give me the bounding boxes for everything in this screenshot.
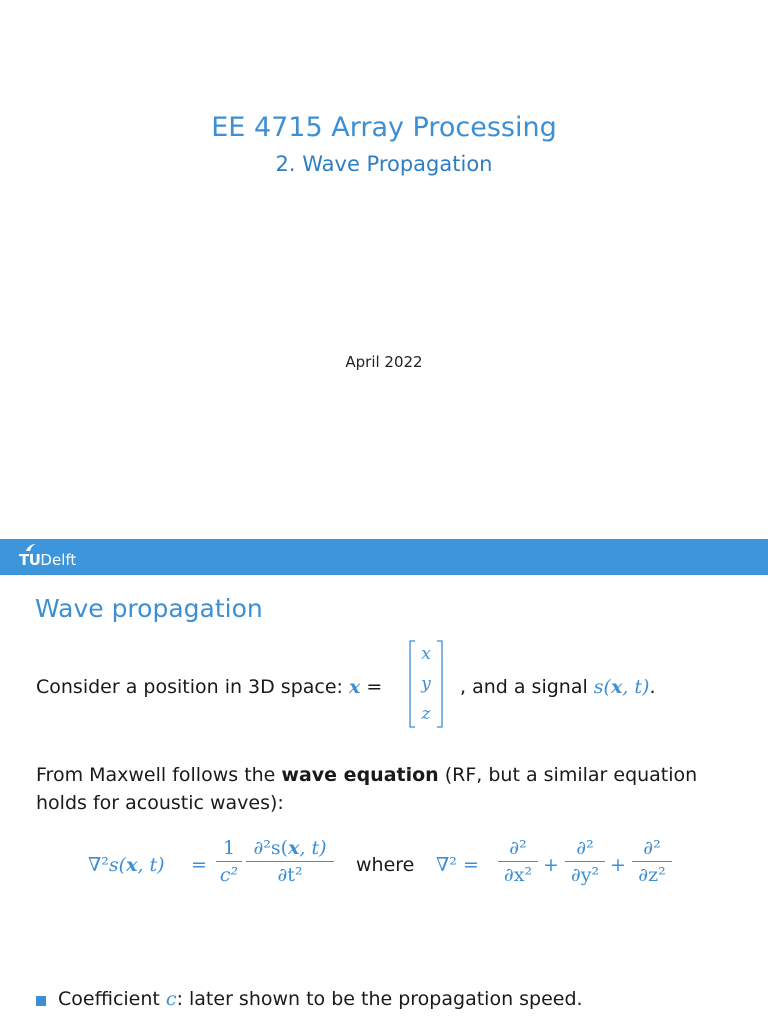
signal-text: [460, 676, 655, 698]
dz2-num: ∂²: [643, 837, 661, 859]
vector-x: x: [421, 644, 431, 664]
vector-y: y: [421, 674, 431, 694]
plus-1: +: [543, 854, 559, 876]
dx2-num: ∂²: [509, 837, 527, 859]
lhs-t: , t): [137, 854, 165, 876]
position-line: [36, 640, 736, 736]
para2-after: (RF, but a similar equation holds for acoustic waves):: [36, 764, 698, 814]
position-symbol: x: [349, 676, 361, 698]
frac2-den: ∂t²: [277, 864, 303, 886]
signal-expr: [594, 676, 650, 698]
content-slide: [0, 539, 768, 1024]
bullet-text: [58, 988, 583, 1010]
signal-x: x: [610, 676, 623, 698]
equals-sign: =: [366, 676, 383, 698]
dx2-den: ∂x²: [503, 864, 533, 886]
course-title: EE 4715 Array Processing: [211, 112, 557, 143]
dy2-den: ∂y²: [570, 864, 600, 886]
frac1-rule: [216, 861, 242, 862]
signal-s: s(: [593, 676, 611, 698]
frac2-num-x: x: [288, 837, 300, 859]
wave-equation-paragraph: [36, 761, 736, 817]
position-vector: [409, 640, 443, 728]
bullet-symbol: c: [165, 988, 177, 1010]
frac2-num-pre: ∂²s(: [253, 837, 289, 859]
para2-before: From Maxwell follows the: [36, 764, 282, 786]
logo-delft: Delft: [40, 551, 77, 569]
frac2-rule: [246, 861, 334, 862]
lhs-x: x: [126, 854, 138, 876]
vector-z: z: [421, 704, 431, 724]
dz2-den: ∂z²: [638, 864, 666, 886]
wave-equation: [88, 834, 688, 904]
bullet-prefix: Coefficient: [58, 988, 166, 1010]
lecture-title: 2. Wave Propagation: [275, 152, 493, 176]
lhs: [88, 854, 165, 876]
lhs-equals: =: [191, 854, 207, 876]
dz2-rule: [632, 861, 672, 862]
where-label: where: [356, 854, 415, 876]
lhs-nabla: ∇²: [88, 854, 109, 876]
frac-dx2: [498, 837, 538, 886]
dy2-rule: [565, 861, 605, 862]
wave-equation-term: wave equation: [281, 764, 439, 786]
frac-dz2: [632, 837, 672, 886]
lhs-s: s(: [108, 854, 127, 876]
signal-t: , t): [622, 676, 650, 698]
logo-tu: TU: [19, 551, 41, 569]
position-intro: [36, 676, 382, 698]
intro-text: Consider a position in 3D space:: [36, 676, 343, 698]
rhs-nabla: ∇²: [436, 854, 457, 876]
dx2-rule: [498, 861, 538, 862]
rhs-equals: =: [462, 854, 479, 876]
frac1-num: 1: [222, 837, 236, 859]
plus-2: +: [610, 854, 626, 876]
frac1-den: c²: [219, 864, 239, 886]
header-bar: [0, 539, 768, 575]
dy2-num: ∂²: [576, 837, 594, 859]
bullet-suffix: : later shown to be the propagation speed.: [176, 988, 583, 1010]
frac-one-over-c2: [216, 837, 242, 886]
rhs-lead: [436, 854, 479, 876]
tudelft-logo: [19, 551, 76, 569]
frac-dy2: [565, 837, 605, 886]
date: April 2022: [345, 353, 423, 371]
frac-d2s-dt2: [246, 837, 334, 886]
frame-title: Wave propagation: [35, 594, 263, 623]
period: .: [649, 676, 656, 698]
intro-tail: , and a signal: [460, 676, 588, 698]
bullet-square-icon: [36, 996, 46, 1006]
frac2-num-post: , t): [299, 837, 327, 859]
frac2-num: [246, 837, 334, 859]
